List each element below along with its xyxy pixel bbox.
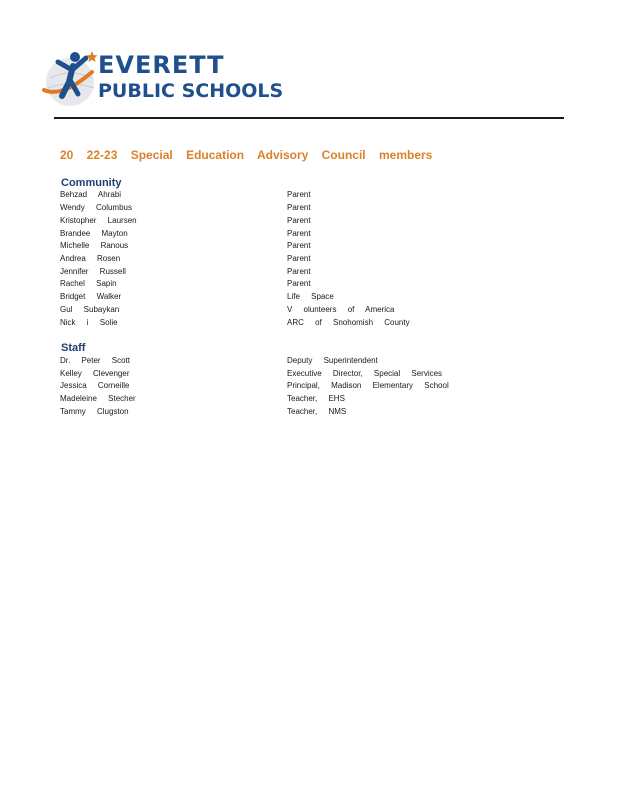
member-role: V olunteers of America xyxy=(287,305,395,314)
member-name: Behzad Ahrabi xyxy=(60,190,122,199)
member-name: Madeleine Stecher xyxy=(60,394,136,403)
member-row xyxy=(60,291,560,303)
member-name: Jennifer Russell xyxy=(60,267,126,276)
document-title: 20 22-23 Special Education Advisory Council members xyxy=(60,148,433,162)
member-role: Deputy Superintendent xyxy=(287,356,378,365)
member-name: Kristopher Laursen xyxy=(60,216,137,225)
member-name: Tammy Clugston xyxy=(60,407,129,416)
member-row xyxy=(60,355,560,367)
member-role: Parent xyxy=(287,279,311,288)
member-role: Parent xyxy=(287,203,311,212)
member-role: Parent xyxy=(287,254,311,263)
member-row xyxy=(60,189,560,201)
logo-text-everett: EVERETT xyxy=(98,51,225,79)
member-row xyxy=(60,304,560,316)
member-row xyxy=(60,317,560,329)
member-name: Dr. Peter Scott xyxy=(60,356,131,365)
member-row xyxy=(60,393,560,405)
member-name: Michelle Ranous xyxy=(60,241,129,250)
member-name: Bridget Walker xyxy=(60,292,122,301)
header-divider xyxy=(54,117,564,119)
member-name: Andrea Rosen xyxy=(60,254,121,263)
member-role: ARC of Snohomish County xyxy=(287,318,410,327)
member-role: Executive Director, Special Services xyxy=(287,369,443,378)
member-role: Teacher, EHS xyxy=(287,394,345,403)
member-row xyxy=(60,215,560,227)
staff-heading: Staff xyxy=(61,342,86,354)
logo-text-public-schools: PUBLIC SCHOOLS xyxy=(98,80,284,102)
member-row xyxy=(60,240,560,252)
member-row xyxy=(60,406,560,418)
member-row xyxy=(60,380,560,392)
member-name: Wendy Columbus xyxy=(60,203,132,212)
member-role: Parent xyxy=(287,190,311,199)
member-name: Nick i Solie xyxy=(60,318,118,327)
member-role: Parent xyxy=(287,267,311,276)
member-role: Parent xyxy=(287,241,311,250)
member-role: Parent xyxy=(287,216,311,225)
member-role: Teacher, NMS xyxy=(287,407,347,416)
member-row xyxy=(60,253,560,265)
member-name: Gul Subaykan xyxy=(60,305,120,314)
member-row xyxy=(60,202,560,214)
community-heading: Community xyxy=(61,177,122,189)
person-globe-icon xyxy=(42,48,98,110)
member-name: Brandee Mayton xyxy=(60,229,128,238)
member-name: Jessica Corneille xyxy=(60,381,130,390)
member-row xyxy=(60,368,560,380)
member-name: Rachel Sapin xyxy=(60,279,117,288)
district-logo xyxy=(42,48,292,110)
member-row xyxy=(60,228,560,240)
member-role: Principal, Madison Elementary School xyxy=(287,381,449,390)
member-row xyxy=(60,266,560,278)
member-name: Kelley Clevenger xyxy=(60,369,130,378)
member-role: Parent xyxy=(287,229,311,238)
member-role: Life Space xyxy=(287,292,334,301)
member-row xyxy=(60,278,560,290)
